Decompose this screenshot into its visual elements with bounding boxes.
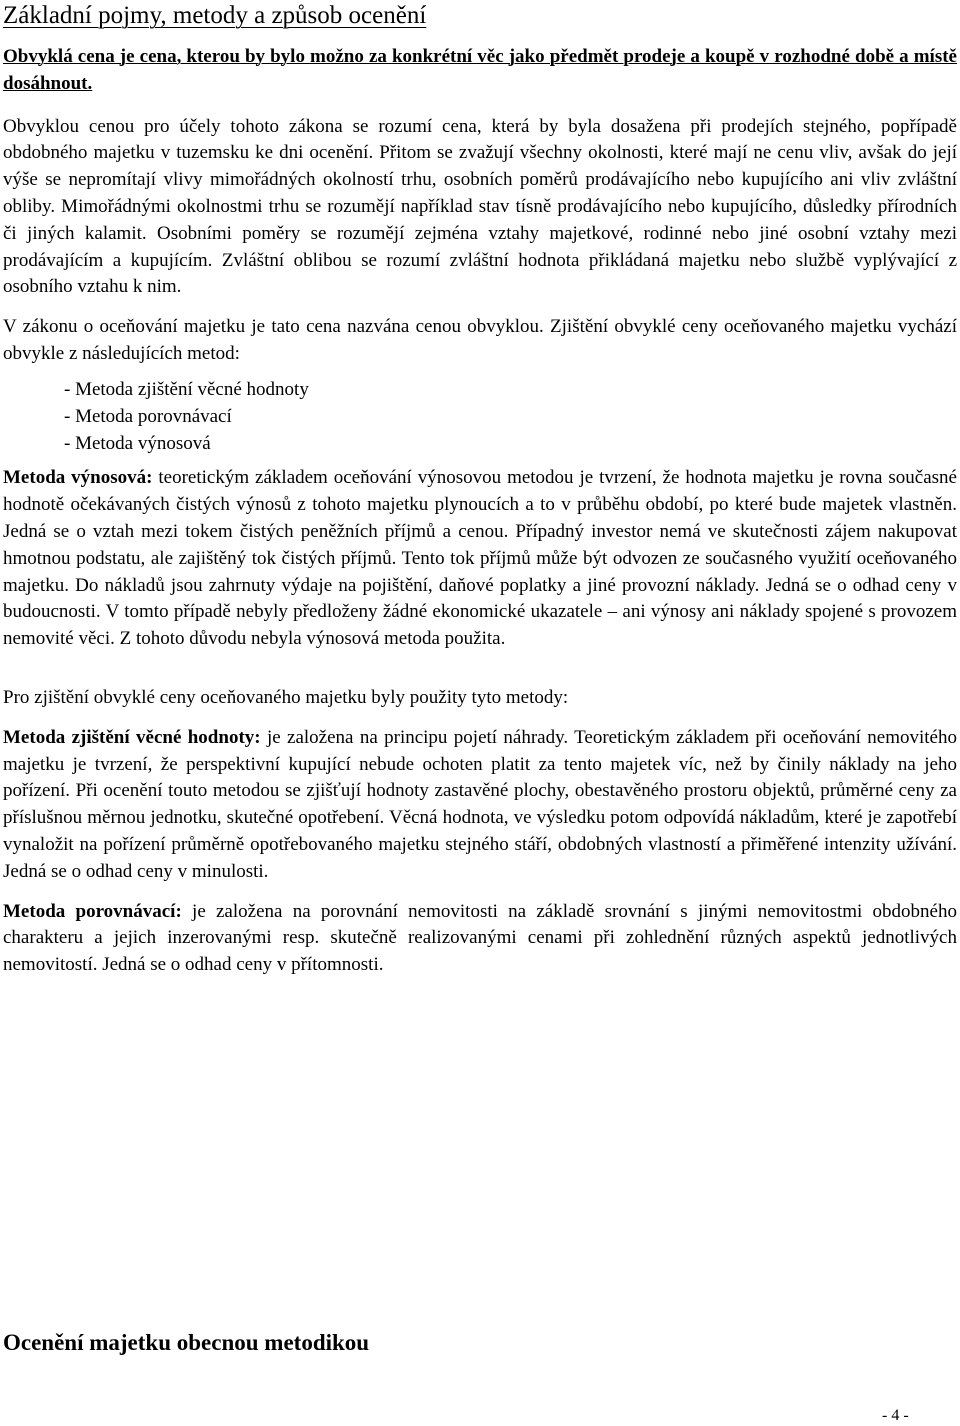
page-title: Základní pojmy, metody a způsob ocenění (3, 2, 427, 29)
page-number-footer (0, 1406, 960, 1426)
comparative-method-paragraph (3, 899, 957, 979)
list-item: - Metoda zjištění věcné hodnoty (64, 378, 309, 400)
intro-paragraph: Obvyklou cenou pro účely tohoto zákona se rozumí cena, která by byla dosažena při prodejích stejného, popřípadě obdobného majetku v tuzemsku ke dni ocenění. Přitom se zvažují všechny okolnosti, které mají ne cenu vliv, avšak do její výše se nepromítají vlivy mimořádných okolností trhu, osobních poměrů prodávajícího nebo kupujícího ani vliv zvláštní obliby. Mimořádnými okolnostmi trhu se rozumějí například stav tísně prodávajícího nebo kupujícího, důsledky přírodních či jiných kalamit. Osobními poměry se rozumějí zejména vztahy majetkové, rodinné nebo jiné osobní vztahy mezi prodávajícím a kupujícím. Zvláštní oblibou se rozumí zvláštní hodnota přikládaná majetku nebo službě vyplývající z osobního vztahu k nim. (3, 115, 957, 298)
definition-paragraph: Obvyklá cena je cena, kterou by bylo možno za konkrétní věc jako předmět prodeje a koupě v rozhodné době a místě dosáhnout. (3, 46, 957, 94)
section-heading: Ocenění majetku obecnou metodikou (3, 1330, 370, 1355)
cost-method-text: je založena na principu pojetí náhrady. Teoretickým základem při oceňování nemovitého majetku je tvrzení, že perspektivní kupující nebude ochoten platit za tento majetek víc, než by činily náklady na jeho pořízení. Při ocenění touto metodou se zjišťují hodnoty zastavěné plochy, obestavěného prostoru objektů, průměrné ceny za příslušnou měrnou jednotku, skutečné opotřebení. Věcná hodnota, ve výsledku potom odpovídá nákladům, které je zapotřebí vynaložit na pořízení průměrně opotřebovaného majetku stejného stáří, obdobných vlastností a přiměřené intenzity užívání. Jedná se o odhad ceny v minulosti. (3, 726, 957, 882)
methods-list (3, 376, 957, 458)
comparative-method-lead: Metoda porovnávací: (3, 900, 182, 922)
income-method-paragraph (3, 465, 957, 653)
law-paragraph: V zákonu o oceňování majetku je tato cena nazvána cenou obvyklou. Zjištění obvyklé ceny oceňovaného majetku vychází obvykle z následujících metod: (3, 316, 957, 364)
list-item: - Metoda výnosová (64, 433, 211, 455)
cost-method-paragraph (3, 725, 957, 886)
income-method-text: teoretickým základem oceňování výnosovou metodou je tvrzení, že hodnota majetku je rovna současné hodnotě očekávaných čistých výnosů z tohoto majetku plynoucích a to v průběhu období, po které bude majetek vlastněn. Jedná se o vztah mezi tokem čistých peněžních příjmů a cenou. Případný investor nemá ve skutečnosti zájem nakupovat hmotnou podstatu, ale zajištěný tok čistých příjmů. Tento tok příjmů může být odvozen ze současného využití oceňovaného majetku. Do nákladů jsou zahrnuty výdaje na pojištění, daňové poplatky a jiné provozní náklady. Jedná se o odhad ceny v budoucnosti. V tomto případě nebyly předloženy žádné ekonomické ukazatele – ani výnosy ani náklady spojené s provozem nemovité věci. Z tohoto důvodu nebyla výnosová metoda použita. (3, 467, 957, 650)
cost-method-lead: Metoda zjištění věcné hodnoty: (3, 726, 261, 748)
income-method-lead: Metoda výnosová: (3, 467, 153, 489)
comparative-method-text: je založena na porovnání nemovitosti na základě srovnání s jinými nemovitostmi obdobného charakteru a jejich inzerovanými resp. skutečně realizovanými cenami při zohlednění různých aspektů jednotlivých nemovitostí. Jedná se o odhad ceny v přítomnosti. (3, 900, 957, 976)
used-methods-paragraph: Pro zjištění obvyklé ceny oceňovaného majetku byly použity tyto metody: (3, 686, 569, 708)
list-item: - Metoda porovnávací (64, 405, 232, 427)
page-number: - 4 - (882, 1407, 909, 1424)
document-page (3, 0, 957, 1355)
